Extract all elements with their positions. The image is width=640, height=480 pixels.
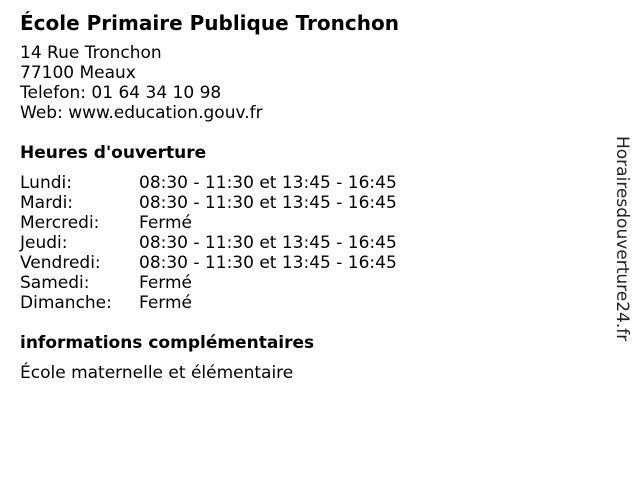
page-title: École Primaire Publique Tronchon: [20, 11, 399, 35]
additional-info-heading: informations complémentaires: [20, 333, 315, 353]
day-label: Mardi:: [20, 193, 74, 213]
day-label: Jeudi:: [20, 233, 68, 253]
day-hours: Fermé: [139, 293, 193, 313]
day-hours: 08:30 - 11:30 et 13:45 - 16:45: [139, 233, 397, 253]
hours-row-friday: [20, 253, 600, 273]
day-hours: 08:30 - 11:30 et 13:45 - 16:45: [139, 173, 397, 193]
day-label: Mercredi:: [20, 213, 100, 233]
opening-hours-table: [20, 173, 600, 313]
street-address: 14 Rue Tronchon: [20, 43, 162, 63]
day-hours: Fermé: [139, 273, 193, 293]
hours-row-sunday: [20, 293, 600, 313]
day-hours: Fermé: [139, 213, 193, 233]
site-watermark: Horairesdouverture24.fr: [612, 136, 632, 342]
phone-number: Telefon: 01 64 34 10 98: [20, 83, 222, 103]
hours-row-thursday: [20, 233, 600, 253]
day-label: Dimanche:: [20, 293, 112, 313]
day-hours: 08:30 - 11:30 et 13:45 - 16:45: [139, 193, 397, 213]
opening-hours-heading: Heures d'ouverture: [20, 143, 207, 163]
website: Web: www.education.gouv.fr: [20, 103, 263, 123]
day-hours: 08:30 - 11:30 et 13:45 - 16:45: [139, 253, 397, 273]
address-block: [20, 43, 600, 123]
city-postcode: 77100 Meaux: [20, 63, 136, 83]
hours-row-tuesday: [20, 193, 600, 213]
hours-row-wednesday: [20, 213, 600, 233]
business-card: [20, 9, 600, 383]
hours-row-saturday: [20, 273, 600, 293]
additional-info-text: École maternelle et élémentaire: [20, 363, 294, 383]
day-label: Lundi:: [20, 173, 72, 193]
hours-row-monday: [20, 173, 600, 193]
day-label: Vendredi:: [20, 253, 101, 273]
day-label: Samedi:: [20, 273, 90, 293]
